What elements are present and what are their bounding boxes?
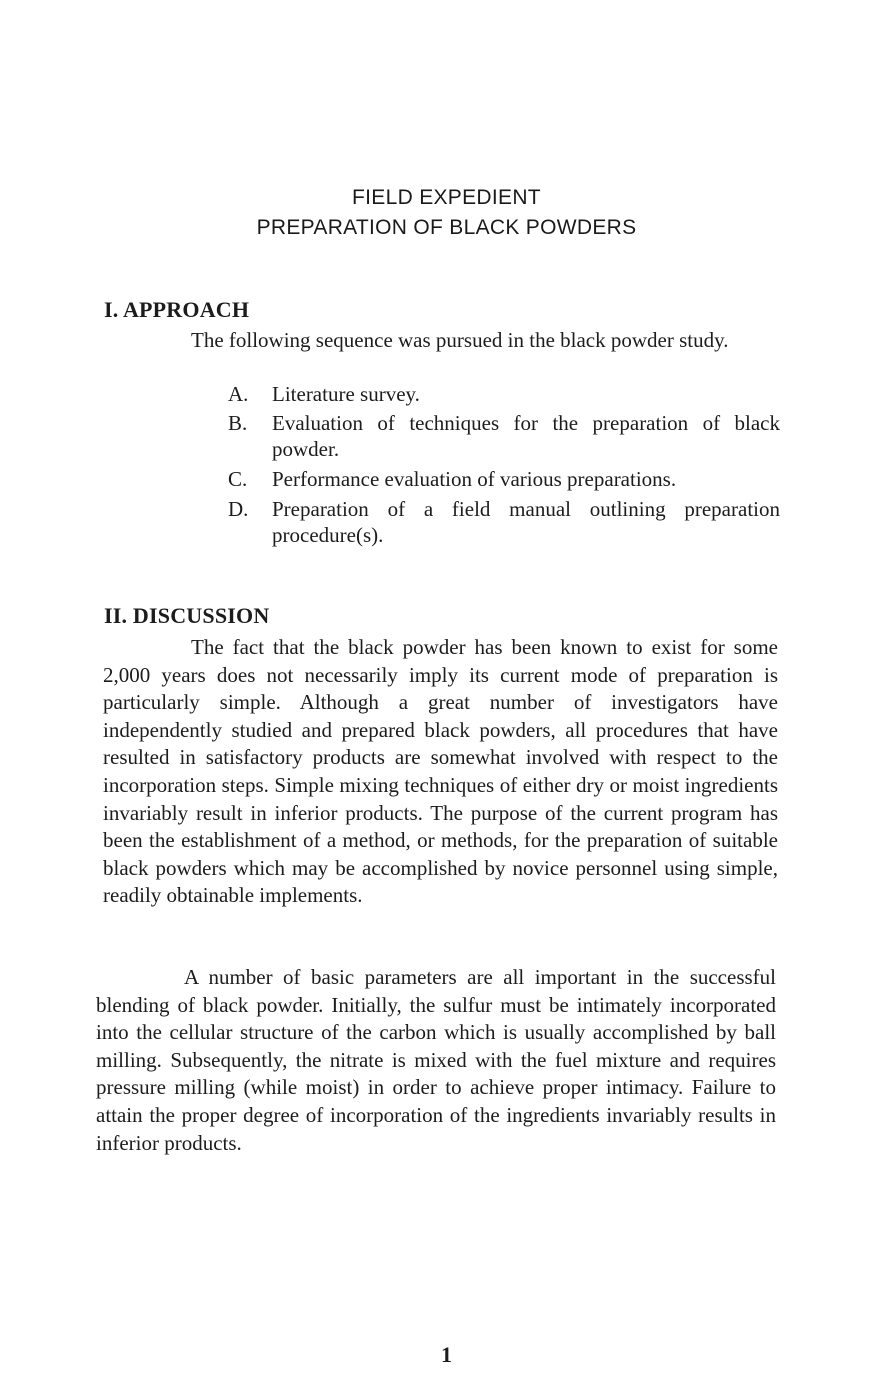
list-item — [228, 496, 780, 548]
list-item — [228, 466, 780, 492]
title-line-2: PREPARATION OF BLACK POWDERS — [256, 216, 637, 239]
list-item-letter: A. — [228, 382, 249, 406]
list-item-letter: B. — [228, 411, 248, 435]
approach-intro-paragraph: The following sequence was pursued in the black powder study. — [191, 328, 729, 352]
list-item-text: Literature survey. — [272, 382, 420, 406]
discussion-paragraph-2: A number of basic parameters are all important in the successful blending of black powder. Initially, the sulfur must be intimately incorporated into the cellular structure of the carbon which is usually accomplished by ball milling. Subsequently, the nitrate is mixed with the fuel mixture and requires pressure milling (while moist) in order to achieve proper intimacy. Failure to attain the proper degree of incorporation of the ingredients invariably results in inferior products. — [96, 965, 776, 1155]
list-item-text: Performance evaluation of various preparations. — [272, 467, 677, 491]
section-heading-discussion: II. DISCUSSION — [104, 603, 270, 628]
section-heading-approach: I. APPROACH — [104, 297, 250, 322]
document-title — [0, 183, 893, 243]
list-item-text: Preparation of a field manual outlining preparation procedure(s). — [272, 497, 780, 547]
list-item-letter: C. — [228, 467, 248, 491]
list-item — [228, 381, 780, 407]
title-line-1: FIELD EXPEDIENT — [352, 186, 541, 209]
list-item-text: Evaluation of techniques for the preparation of black powder. — [272, 411, 780, 461]
list-item — [228, 410, 780, 462]
approach-sequence-list — [228, 381, 780, 548]
page-number: 1 — [441, 1342, 452, 1367]
discussion-paragraph-1: The fact that the black powder has been known to exist for some 2,000 years does not necessarily imply its current mode of preparation is particularly simple. Although a great number of investigators have independently studied and prepared black powders, all procedures that have resulted in satisfactory products are somewhat involved with respect to the incorporation steps. Simple mixing techniques of either dry or moist ingredients invariably result in inferior products. The purpose of the current program has been the establishment of a method, or methods, for the preparation of suitable black powders which may be accomplished by novice personnel using simple, readily obtainable implements. — [103, 635, 778, 908]
list-item-letter: D. — [228, 497, 249, 521]
